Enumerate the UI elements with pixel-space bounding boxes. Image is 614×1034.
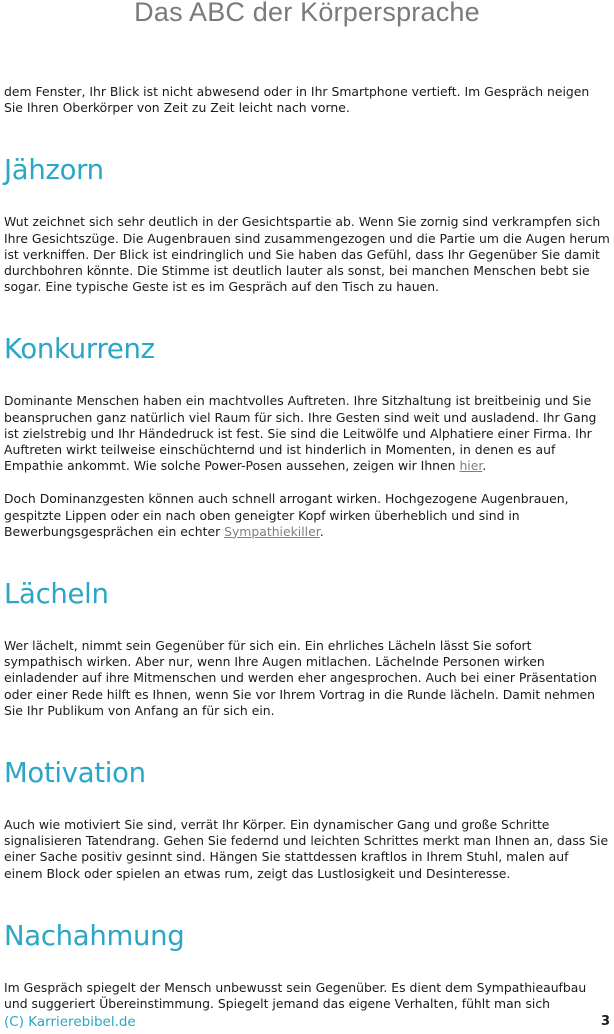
hier-link[interactable]: hier <box>459 458 483 474</box>
konkurrenz-p2-text: Doch Dominanzgesten können auch schnell arrogant wirken. Hochgezogene Augenbrauen, gespitzte Lippen oder ein nach oben geneigter Kopf wirken überheblich und sind in Bewerbungsgesprächen ein echter <box>4 491 569 539</box>
konkurrenz-p1-end: . <box>482 458 487 474</box>
footer-copyright: (C) Karrierebibel.de <box>4 1014 136 1030</box>
section-heading-konkurrenz: Konkurrenz <box>4 333 155 366</box>
section-heading-nachahmung: Nachahmung <box>4 919 185 952</box>
page-footer <box>4 1014 610 1034</box>
section-heading-motivation: Motivation <box>4 757 146 790</box>
nachahmung-paragraph: Im Gespräch spiegelt der Mensch unbewusst sein Gegenüber. Es dient dem Sympathieaufbau und suggeriert Übereinstimmung. Spiegelt jemand das eigene Verhalten, fühlt man sich <box>4 979 587 1012</box>
konkurrenz-p1-text: Dominante Menschen haben ein machtvolles Auftreten. Ihre Sitzhaltung ist breitbeinig und Sie beanspruchen ganz natürlich viel Raum für sich. Ihre Gesten sind weit und ausladend. Ihr Gang ist zielstrebig und Ihr Händedruck ist fest. Sie sind die Leitwölfe und Alphatiere einer Firma. Ihr Auftreten wirkt teilweise einschüchternd und ist hinderlich in Momenten, in denen es auf Empathie ankommt. Wie solche Power-Posen aussehen, zeigen wir Ihnen <box>4 393 597 474</box>
document-header-title: Das ABC der Körpersprache <box>134 0 480 27</box>
konkurrenz-paragraph-2 <box>4 491 610 540</box>
jaehzorn-paragraph: Wut zeichnet sich sehr deutlich in der Gesichtspartie ab. Wenn Sie zornig sind verkrampfen sich Ihre Gesichtszüge. Die Augenbrauen sind zusammengezogen und die Partie um die Augen herum ist verkniffen. Der Blick ist eindringlich und Sie haben das Gefühl, dass Ihr Gegenüber Sie damit durchbohren könnte. Die Stimme ist deutlich lauter als sonst, bei manchen Menschen bebt sie sogar. Eine typische Geste ist es im Gespräch auf den Tisch zu hauen. <box>4 214 610 295</box>
konkurrenz-paragraph-1 <box>4 393 610 474</box>
intro-paragraph: dem Fenster, Ihr Blick ist nicht abwesend oder in Ihr Smartphone vertieft. Im Gespräch neigen Sie Ihren Oberkörper von Zeit zu Zeit leicht nach vorne. <box>4 84 590 116</box>
document-body <box>4 84 610 1012</box>
section-heading-jaehzorn: Jähzorn <box>4 154 104 187</box>
sympathiekiller-link[interactable]: Sympathiekiller <box>224 523 320 539</box>
section-heading-laecheln: Lächeln <box>4 578 109 611</box>
laecheln-paragraph: Wer lächelt, nimmt sein Gegenüber für sich ein. Ein ehrliches Lächeln lässt Sie sofort sympathisch wirken. Aber nur, wenn Ihre Augen mitlachen. Lächelnde Personen wirken einladender auf ihre Mitmenschen und werden eher angesprochen. Auch bei einer Präsentation oder einer Rede hilft es Ihnen, wenn Sie vor Ihrem Vortrag in die Runde lächeln. Damit nehmen Sie Ihr Publikum von Anfang an für sich ein. <box>4 638 597 718</box>
motivation-paragraph: Auch wie motiviert Sie sind, verrät Ihr Körper. Ein dynamischer Gang und große Schritte signalisieren Tatendrang. Gehen Sie federnd und leichten Schrittes merkt man Ihnen an, dass Sie einer Sache positiv gesinnt sind. Hängen Sie stattdessen kraftlos in Ihrem Stuhl, malen auf einem Block oder spielen an etwas rum, zeigt das Lustlosigkeit und Desinteresse. <box>4 817 609 881</box>
page-number: 3 <box>600 1014 610 1029</box>
konkurrenz-p2-end: . <box>319 523 324 539</box>
